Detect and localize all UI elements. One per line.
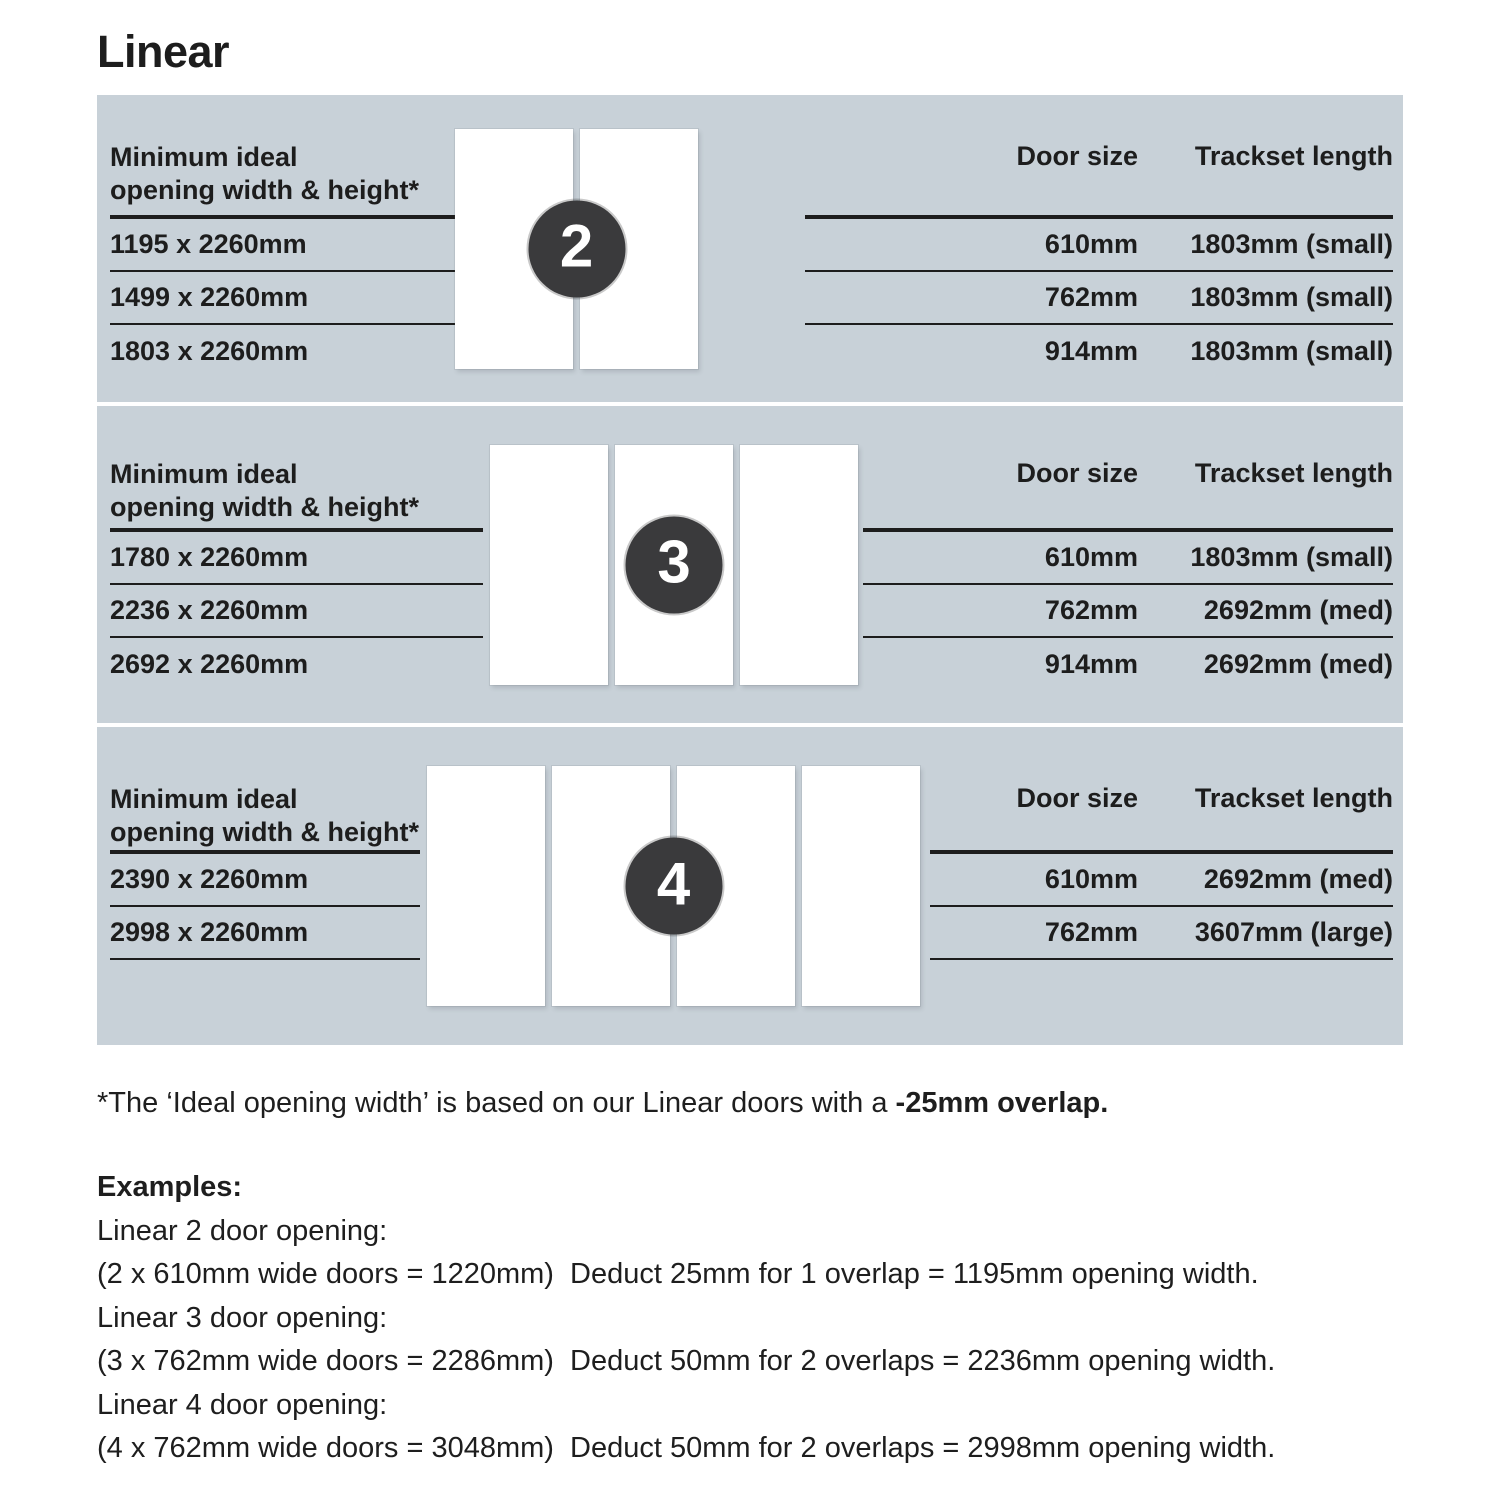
trackset-length-value: 1803mm (small) (1190, 542, 1393, 572)
trackset-length-value: 2692mm (med) (1203, 595, 1393, 625)
door-diagram-3 (490, 406, 858, 723)
door-size-value: 610mm (1044, 229, 1138, 259)
trackset-length-header: Trackset length (1194, 783, 1393, 813)
min-opening-row (110, 854, 420, 907)
trackset-length-value: 3607mm (large) (1194, 917, 1393, 947)
door-diagram-2 (455, 95, 698, 402)
min-opening-row (110, 638, 483, 691)
size-row (863, 532, 1393, 585)
min-opening-header-line1: Minimum ideal (110, 459, 298, 489)
linear-panel (97, 95, 1403, 1045)
size-row (805, 325, 1393, 378)
door-size-value: 762mm (1044, 595, 1138, 625)
door-panel (740, 445, 858, 685)
config-section-4-door (97, 727, 1403, 1045)
trackset-length-value: 2692mm (med) (1203, 649, 1393, 679)
door-size-header: Door size (1016, 141, 1138, 171)
door-size-header: Door size (1016, 458, 1138, 488)
door-count-number: 2 (559, 212, 594, 280)
config-section-2-door (97, 95, 1403, 402)
door-count-badge (528, 200, 625, 297)
door-size-value: 610mm (1044, 864, 1138, 894)
min-opening-value: 1780 x 2260mm (110, 542, 309, 572)
min-opening-header-line1: Minimum ideal (110, 784, 298, 814)
example-detail: (3 x 762mm wide doors = 2286mm) Deduct 50mm for 2 overlaps = 2236mm opening width. (97, 1345, 1276, 1377)
footnote-text: *The ‘Ideal opening width’ is based on our Linear doors with a (97, 1087, 896, 1119)
door-count-badge (626, 516, 723, 613)
door-size-value: 610mm (1044, 542, 1138, 572)
config-section-3-door (97, 406, 1403, 723)
size-row (805, 219, 1393, 272)
min-opening-row (110, 907, 420, 960)
example-detail: (2 x 610mm wide doors = 1220mm) Deduct 25mm for 1 overlap = 1195mm opening width. (97, 1258, 1259, 1290)
trackset-length-header: Trackset length (1194, 458, 1393, 488)
min-opening-column (110, 727, 420, 1045)
min-opening-value: 2236 x 2260mm (110, 595, 309, 625)
trackset-length-value: 2692mm (med) (1203, 864, 1393, 894)
min-opening-column (110, 406, 483, 723)
size-row (930, 854, 1393, 907)
door-panel (490, 445, 608, 685)
door-panel (802, 766, 920, 1006)
door-size-header: Door size (1016, 783, 1138, 813)
door-panel (427, 766, 545, 1006)
size-column (805, 95, 1393, 402)
door-count-number: 4 (656, 850, 691, 917)
min-opening-row (110, 585, 483, 638)
footnote (97, 1087, 1108, 1120)
example-detail: (4 x 762mm wide doors = 3048mm) Deduct 50mm for 2 overlaps = 2998mm opening width. (97, 1432, 1276, 1464)
door-count-badge (625, 838, 722, 935)
min-opening-value: 1195 x 2260mm (110, 229, 307, 259)
trackset-length-value: 1803mm (small) (1190, 282, 1393, 312)
size-column (863, 406, 1393, 723)
example-label: Linear 4 door opening: (97, 1388, 388, 1421)
min-opening-row (110, 532, 483, 585)
door-size-value: 762mm (1044, 282, 1138, 312)
min-opening-header-line2: opening width & height* (110, 817, 419, 847)
min-opening-value: 2692 x 2260mm (110, 649, 309, 679)
size-row (805, 272, 1393, 325)
footnote-bold: -25mm overlap. (895, 1087, 1109, 1119)
min-opening-value: 2998 x 2260mm (110, 917, 309, 947)
min-opening-header (110, 458, 483, 524)
example-label: Linear 2 door opening: (97, 1214, 388, 1247)
door-size-value: 914mm (1044, 336, 1138, 366)
trackset-length-header: Trackset length (1194, 141, 1393, 171)
size-row (863, 638, 1393, 691)
min-opening-value: 2390 x 2260mm (110, 864, 309, 894)
examples-heading: Examples: (97, 1171, 243, 1203)
trackset-length-value: 1803mm (small) (1190, 336, 1393, 366)
min-opening-header-line2: opening width & height* (110, 492, 419, 522)
door-count-number: 3 (657, 528, 691, 596)
size-row (863, 585, 1393, 638)
size-column (930, 727, 1393, 1045)
example-label: Linear 3 door opening: (97, 1301, 388, 1334)
door-size-value: 762mm (1044, 917, 1138, 947)
min-opening-header-line1: Minimum ideal (110, 142, 298, 172)
examples-block (97, 1166, 1275, 1471)
min-opening-value: 1499 x 2260mm (110, 282, 309, 312)
page-title: Linear (97, 26, 230, 77)
door-size-value: 914mm (1044, 649, 1138, 679)
min-opening-value: 1803 x 2260mm (110, 336, 309, 366)
size-row (930, 907, 1393, 960)
door-diagram-4 (427, 727, 920, 1045)
trackset-length-value: 1803mm (small) (1190, 229, 1393, 259)
min-opening-header-line2: opening width & height* (110, 175, 419, 205)
min-opening-header (110, 783, 420, 849)
